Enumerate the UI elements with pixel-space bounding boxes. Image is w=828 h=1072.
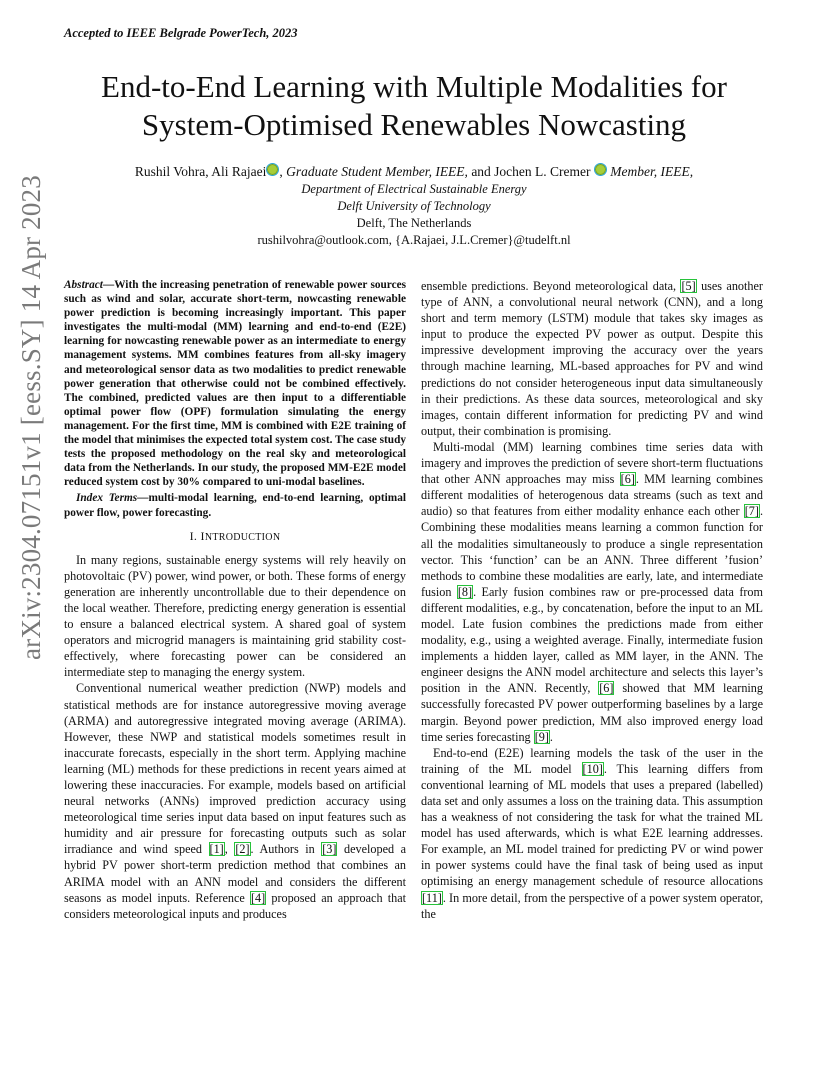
- paragraph: [421, 278, 763, 439]
- author-line: [40, 163, 788, 180]
- index-terms: [64, 491, 406, 519]
- text-run: . Early fusion combines raw or pre-processed data from different modalities, e.g., by concatenation, before the input to an ML model. Late fusion combines the predictions made from either modality, e.g., using a weighted average. Finally, intermediate fusion implements a hidden layer, called as MM layer, in the ANN. The engineer designs the ANN model architecture and selects this layer’s position in the ANN. Recently,: [421, 584, 764, 696]
- index-terms-text: —multi-modal learning, end-to-end learning, optimal power flow, power forecasting.: [64, 492, 406, 519]
- title-line-2: System-Optimised Renewables Nowcasting: [141, 107, 687, 142]
- text-run: . This learning differs from conventional learning of ML models that uses a prepared (labelled) data set and only assumes a loss on the training data. This assumption has a weakness of not considering the task for what the trained ML model has used afterwards, which is what E2E learning addresses. For example, an ML model trained for predicting PV or wind power in power systems could have the final task of being used as input optimising an energy management schedule of resource allocations: [421, 761, 763, 889]
- venue-header: Accepted to IEEE Belgrade PowerTech, 2023: [64, 26, 298, 40]
- paragraph: [421, 439, 763, 745]
- paragraph: [64, 680, 406, 921]
- paper-title: [40, 68, 788, 144]
- citation-link[interactable]: [11]: [422, 890, 442, 905]
- text-run: . MM learning combines different modalities of heterogenous data streams (such as text and audio) so that features from either modality enhance each other: [421, 472, 763, 519]
- citation-link[interactable]: [7]: [744, 504, 759, 519]
- author-names-2: and Jochen L. Cremer: [467, 164, 594, 179]
- text-run: Conventional numerical weather prediction (NWP) models and statistical methods are for instance autoregressive moving average (ARMA) and autoregressive integrated moving average (ARIMA). However, these NWP and statistical models sometimes result in inaccurate forecasts, especially in the short term. Applying machine learning (ML) methods for these predictions in recent years aimed at lowering these inaccuracies. For example, models based on artificial neural networks (ANNs) improved prediction accuracy using meteorological time series input data based on input features such as humidity and air pressure for forecasting outputs such as solar irradiance and wind speed: [64, 681, 406, 857]
- arxiv-stamp[interactable]: arXiv:2304.07151v1 [eess.SY] 14 Apr 2023: [16, 175, 46, 660]
- author-sep: ,: [279, 164, 287, 179]
- text-run: . Authors in: [250, 842, 322, 857]
- author-role-2: Member, IEEE,: [610, 164, 694, 179]
- abstract-lead: Abstract: [64, 279, 103, 291]
- text-run: ensemble predictions. Beyond meteorological data,: [421, 279, 681, 293]
- author-names-1: Rushil Vohra, Ali Rajaei: [134, 164, 267, 179]
- affiliation-emails: rushilvohra@outlook.com, {A.Rajaei, J.L.Cremer}@tudelft.nl: [257, 233, 571, 247]
- citation-link[interactable]: [8]: [457, 584, 473, 599]
- citation-link[interactable]: [9]: [534, 729, 549, 744]
- abstract-text: —With the increasing penetration of renewable power sources such as wind and solar, accurate short-term, nowcasting renewable power prediction is becoming increasingly important. This paper investigates the multi-modal (MM) learning and end-to-end (E2E) learning for nowcasting renewable power as an intermediate to energy management systems. MM combines features from all-sky imagery and meteorological sensor data as two modalities to predict renewable power generation that otherwise could not be combined effectively. The combined, predicted values are then input to a differentiable optimal power flow (OPF) formulation simulating the energy management. For the first time, MM is combined with E2E training of the model that minimises the expected total system cost. The case study tests the proposed methodology on the real sky and meteorological data from the Netherlands. In our study, the proposed MM-E2E model reduced system cost by 30% compared to uni-modal baselines.: [64, 279, 406, 489]
- section-number: I.: [189, 528, 201, 543]
- author-role-1: Graduate Student Member, IEEE,: [286, 164, 468, 179]
- left-column: [64, 278, 406, 922]
- text-run: uses another type of ANN, a convolutional neural network (CNN), and a long short and term memory (LSTM) module that takes sky images as input to produce the expected PV power as output. Despite this impressive development improving the accuracy over the years through machine learning, ML-based approaches for PV and wind predictions do not consider heterogeneous input data simultaneously in their predictions. As these data sources, meteorological and sky images, contain different information for predicting PV and wind output, their combination is promising.: [421, 279, 763, 438]
- citation-link[interactable]: [1]: [209, 842, 224, 857]
- text-run: proposed an approach that considers meteorological inputs and produces: [64, 890, 406, 921]
- orcid-icon[interactable]: [595, 164, 606, 175]
- text-run: showed that MM learning successfully forecasted PV power outperforming baselines by a large margin. Beyond power prediction, MM also improved energy load time series forecasting: [421, 681, 763, 744]
- citation-link[interactable]: [4]: [250, 890, 266, 905]
- text-run: Multi-modal (MM) learning combines time series data with imagery and improves the prediction of severe short-term fluctuations that other ANN approaches may miss: [421, 439, 763, 487]
- affiliation-city: Delft, The Netherlands: [356, 216, 472, 230]
- section-heading-introduction: [64, 528, 406, 546]
- paragraph: In many regions, sustainable energy systems will rely heavily on photovoltaic (PV) power, wind power, or both. These forms of energy generation are inherently uncontrollable due to their dependence on the local weather. Therefore, predicting energy generation is essential to ensure a balanced electrical system. A shared goal of system operators and microgrid managers is maintaining grid stability cost-effectively, where forecasting power can be considered an intermediate step to managing the energy system.: [64, 552, 406, 680]
- text-run: . Combining these modalities means learning a common function for all the modalities simultaneously to produce a single representation vector. This ‘function’ can be an ANN. Three different ’fusion’ methods to combine these modalities are early, late, and intermediate fusion: [421, 504, 763, 599]
- text-run: End-to-end (E2E) learning models the task of the user in the training of the ML model: [421, 745, 763, 776]
- abstract: [64, 278, 406, 489]
- affiliation-department: Department of Electrical Sustainable Energy: [301, 182, 527, 196]
- section-first-letter: I: [200, 528, 205, 543]
- text-run: ,: [224, 842, 235, 857]
- citation-link[interactable]: [6]: [620, 472, 635, 487]
- citation-link[interactable]: [5]: [681, 279, 696, 293]
- right-column: [421, 278, 763, 922]
- affiliation-university: Delft University of Technology: [337, 199, 491, 213]
- citation-link[interactable]: [6]: [599, 681, 614, 696]
- orcid-icon[interactable]: [267, 164, 278, 175]
- section-rest: NTRODUCTION: [204, 531, 281, 543]
- citation-link[interactable]: [10]: [582, 761, 603, 776]
- text-run: developed a hybrid PV power short-term prediction method that combines an ARIMA model with an ANN model and considers the different seasons as model inputs. Reference: [64, 842, 407, 905]
- text-run: .: [549, 729, 553, 744]
- citation-link[interactable]: [3]: [322, 842, 337, 857]
- index-terms-lead: Index Terms: [76, 492, 138, 505]
- citation-link[interactable]: [2]: [235, 842, 250, 857]
- title-line-1: End-to-End Learning with Multiple Modalities for: [101, 69, 727, 104]
- paragraph: [421, 745, 763, 922]
- text-run: . In more detail, from the perspective of a power system operator, the: [421, 890, 763, 921]
